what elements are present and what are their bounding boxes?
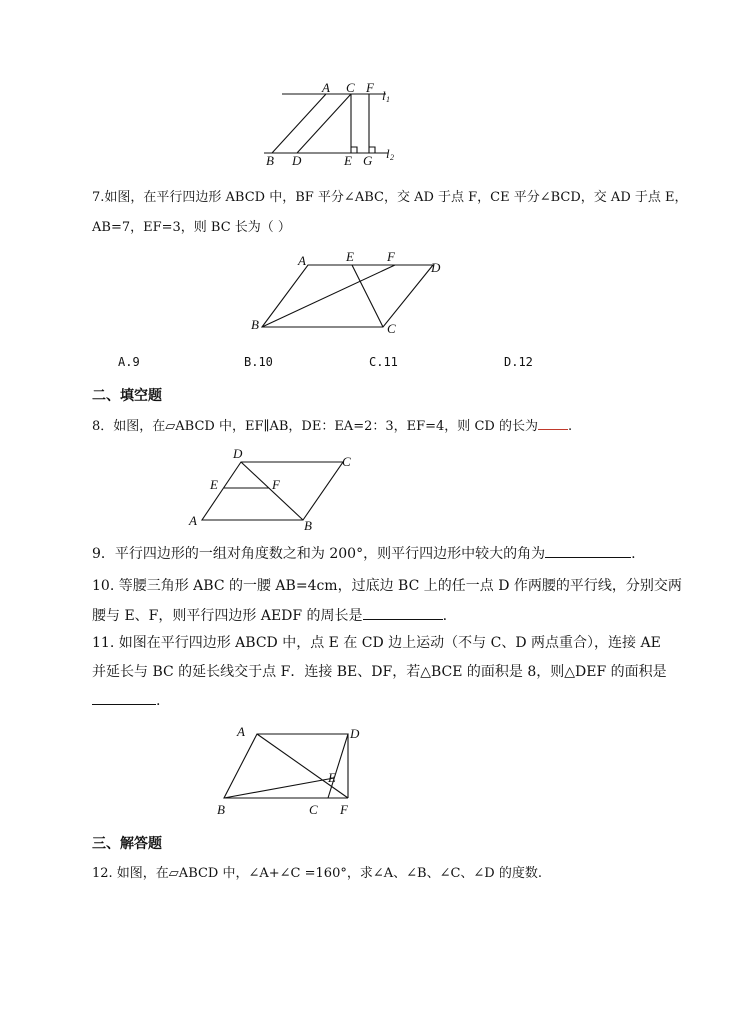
label: A	[298, 253, 306, 268]
q12-text: 12. 如图，在▱ABCD 中，∠A+∠C =160°，求∠A、∠B、∠C、∠D 的度数.	[92, 866, 542, 881]
segment-be	[224, 778, 334, 798]
q8-text: 8．如图，在▱ABCD 中，EF∥AB，DE：EA=2：3，EF=4，则 CD 的长为	[92, 419, 538, 434]
q10-text-line1: 10. 等腰三角形 ABC 的一腰 AB=4cm，过底边 BC 上的任一点 D 作两腰的平行线，分别交两	[92, 578, 682, 594]
segment-af	[257, 734, 348, 798]
label: C	[309, 802, 318, 817]
label: E	[344, 153, 352, 168]
label: C	[387, 321, 396, 336]
label: A	[322, 82, 330, 95]
label: D	[233, 446, 243, 461]
label: G	[363, 153, 373, 168]
q11-answer-blank[interactable]	[92, 692, 156, 705]
segment-ab	[272, 94, 326, 153]
label: E	[346, 249, 354, 264]
q7-option-a[interactable]: A.9	[118, 355, 140, 369]
q7-text-line1: 7.如图，在平行四边形 ABCD 中，BF 平分∠ABC，交 AD 于点 F，CE 平分∠BCD，交 AD 于点 E，	[92, 190, 688, 205]
label: C	[346, 82, 355, 95]
section-heading-answer: 三、解答题	[92, 836, 162, 852]
label: F	[387, 249, 395, 264]
figure-q11-parallelogram	[210, 720, 370, 820]
label-l1: l	[382, 88, 386, 103]
q7-option-b[interactable]: B.10	[244, 355, 273, 369]
label: D	[350, 726, 360, 741]
label-l2-sub: 2	[390, 153, 394, 162]
q9-end: .	[631, 546, 636, 562]
q8-answer-blank[interactable]	[538, 417, 568, 430]
parallelogram-abcd	[224, 734, 348, 798]
figure-q7-parallelogram	[248, 248, 448, 338]
label: B	[251, 317, 259, 332]
figure-q8-parallelogram	[185, 444, 360, 532]
segment-bf	[262, 265, 395, 327]
label: F	[366, 82, 374, 95]
q8-line	[92, 417, 572, 435]
q10-text-line2: 腰与 E、F，则平行四边形 AEDF 的周长是	[92, 608, 363, 624]
q11-line3	[92, 692, 160, 709]
label: A	[189, 513, 197, 528]
q10-line2	[92, 607, 447, 624]
q9-line	[92, 545, 636, 562]
label: E	[210, 477, 218, 492]
label-l1-sub: 1	[386, 95, 390, 104]
label: B	[304, 518, 312, 532]
label: F	[340, 802, 348, 817]
segment-ce	[352, 265, 383, 327]
q11-text-line1: 11. 如图在平行四边形 ABCD 中，点 E 在 CD 边上运动（不与 C、D 两点重合），连接 AE	[92, 635, 661, 651]
section-heading-fill-in: 二、填空题	[92, 388, 162, 404]
figure-parallel-lines	[250, 82, 410, 168]
q11-text-line2: 并延长与 BC 的延长线交于点 F．连接 BE、DF，若△BCE 的面积是 8，则△DEF 的面积是	[92, 664, 667, 680]
q7-option-d[interactable]: D.12	[504, 355, 533, 369]
q11-end: .	[156, 693, 161, 709]
label: D	[431, 260, 441, 275]
label: D	[292, 153, 302, 168]
q9-text: 9．平行四边形的一组对角度数之和为 200°，则平行四边形中较大的角为	[92, 546, 546, 562]
q7-text-line2: AB=7，EF=3，则 BC 长为（ ）	[92, 220, 291, 235]
label-l2: l	[386, 146, 390, 161]
q10-end: .	[442, 608, 448, 624]
q7-option-c[interactable]: C.11	[369, 355, 398, 369]
q10-answer-blank[interactable]	[363, 607, 443, 620]
segment-cd	[297, 94, 351, 153]
label: B	[217, 802, 225, 817]
q8-end: .	[567, 419, 573, 434]
label: E	[328, 770, 336, 785]
parallelogram-abcd	[262, 265, 433, 327]
label: C	[342, 454, 351, 469]
label: A	[237, 724, 245, 739]
label: B	[266, 153, 274, 168]
q9-answer-blank[interactable]	[545, 545, 631, 558]
label: F	[272, 477, 280, 492]
